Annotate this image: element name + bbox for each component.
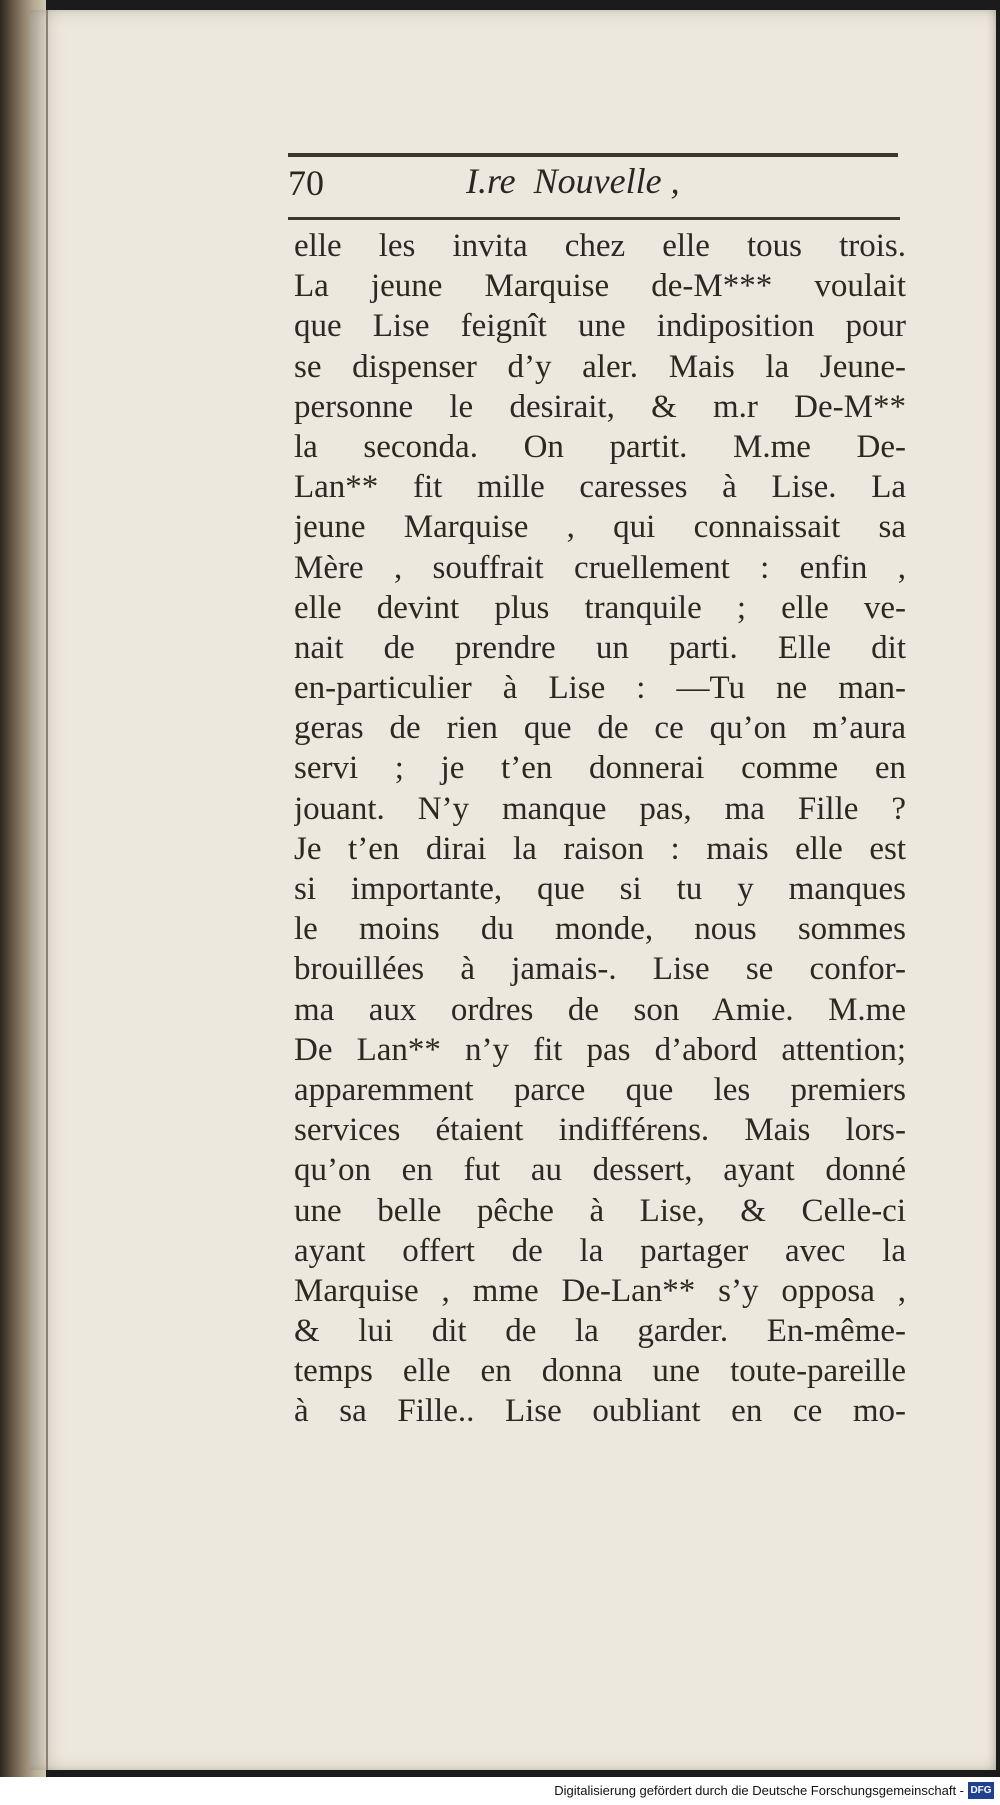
text-line: Mère , souffrait cruellement : enfin , — [294, 549, 906, 586]
text-line: le moins du monde, nous sommes — [294, 911, 906, 948]
text-line: apparemment parce que les premiers — [294, 1071, 906, 1108]
text-line: Je t’en dirai la raison : mais elle est — [294, 830, 906, 867]
text-line: elle les invita chez elle tous trois. — [294, 228, 906, 264]
text-line: services étaient indifférens. Mais lors- — [294, 1112, 906, 1149]
text-line: ayant offert de la partager avec la — [294, 1232, 906, 1269]
running-head — [288, 160, 898, 210]
text-line: temps elle en donna une toute-pareille — [294, 1353, 906, 1390]
text-line: geras de rien que de ce qu’on m’aura — [294, 710, 906, 747]
text-line: se dispenser d’y aler. Mais la Jeune- — [294, 348, 906, 385]
text-line: qu’on en fut au dessert, ayant donné — [294, 1152, 906, 1189]
text-line: Marquise , mme De-Lan** s’y opposa , — [294, 1272, 906, 1309]
text-line: servi ; je t’en donnerai comme en — [294, 750, 906, 787]
text-line: en-particulier à Lise : —Tu ne man- — [294, 670, 906, 707]
text-line: personne le desirait, & m.r De-M** — [294, 388, 906, 425]
body-text — [294, 226, 906, 1432]
text-line: la seconda. On partit. M.me De- — [294, 428, 906, 465]
header-rule-bottom — [288, 217, 900, 220]
text-line: ma aux ordres de son Amie. M.me — [294, 991, 906, 1028]
text-line: que Lise feignît une indiposition pour — [294, 308, 906, 345]
text-line: jeune Marquise , qui connaissait sa — [294, 509, 906, 546]
text-line: Lan** fit mille caresses à Lise. La — [294, 469, 906, 506]
digitization-footer — [0, 1777, 1000, 1805]
page-number: 70 — [288, 163, 324, 203]
text-line: La jeune Marquise de-M*** voulait — [294, 268, 906, 305]
text-line: à sa Fille.. Lise oubliant en ce mo- — [294, 1393, 906, 1430]
header-rule-top — [288, 153, 898, 157]
text-line: brouillées à jamais-. Lise se confor- — [294, 951, 906, 988]
dfg-logo: DFG — [968, 1782, 994, 1799]
text-line: & lui dit de la garder. En-même- — [294, 1313, 906, 1350]
text-line: elle devint plus tranquile ; elle ve- — [294, 589, 906, 626]
running-head-title: I.re Nouvelle , — [466, 161, 680, 201]
text-line: jouant. N’y manque pas, ma Fille ? — [294, 790, 906, 827]
funding-credit: Digitalisierung gefördert durch die Deutsche Forschungsgemeinschaft - — [554, 1783, 964, 1798]
text-line: une belle pêche à Lise, & Celle-ci — [294, 1192, 906, 1229]
text-line: si importante, que si tu y manques — [294, 871, 906, 907]
text-line: nait de prendre un parti. Elle dit — [294, 629, 906, 666]
text-line: De Lan** n’y fit pas d’abord attention; — [294, 1031, 906, 1068]
